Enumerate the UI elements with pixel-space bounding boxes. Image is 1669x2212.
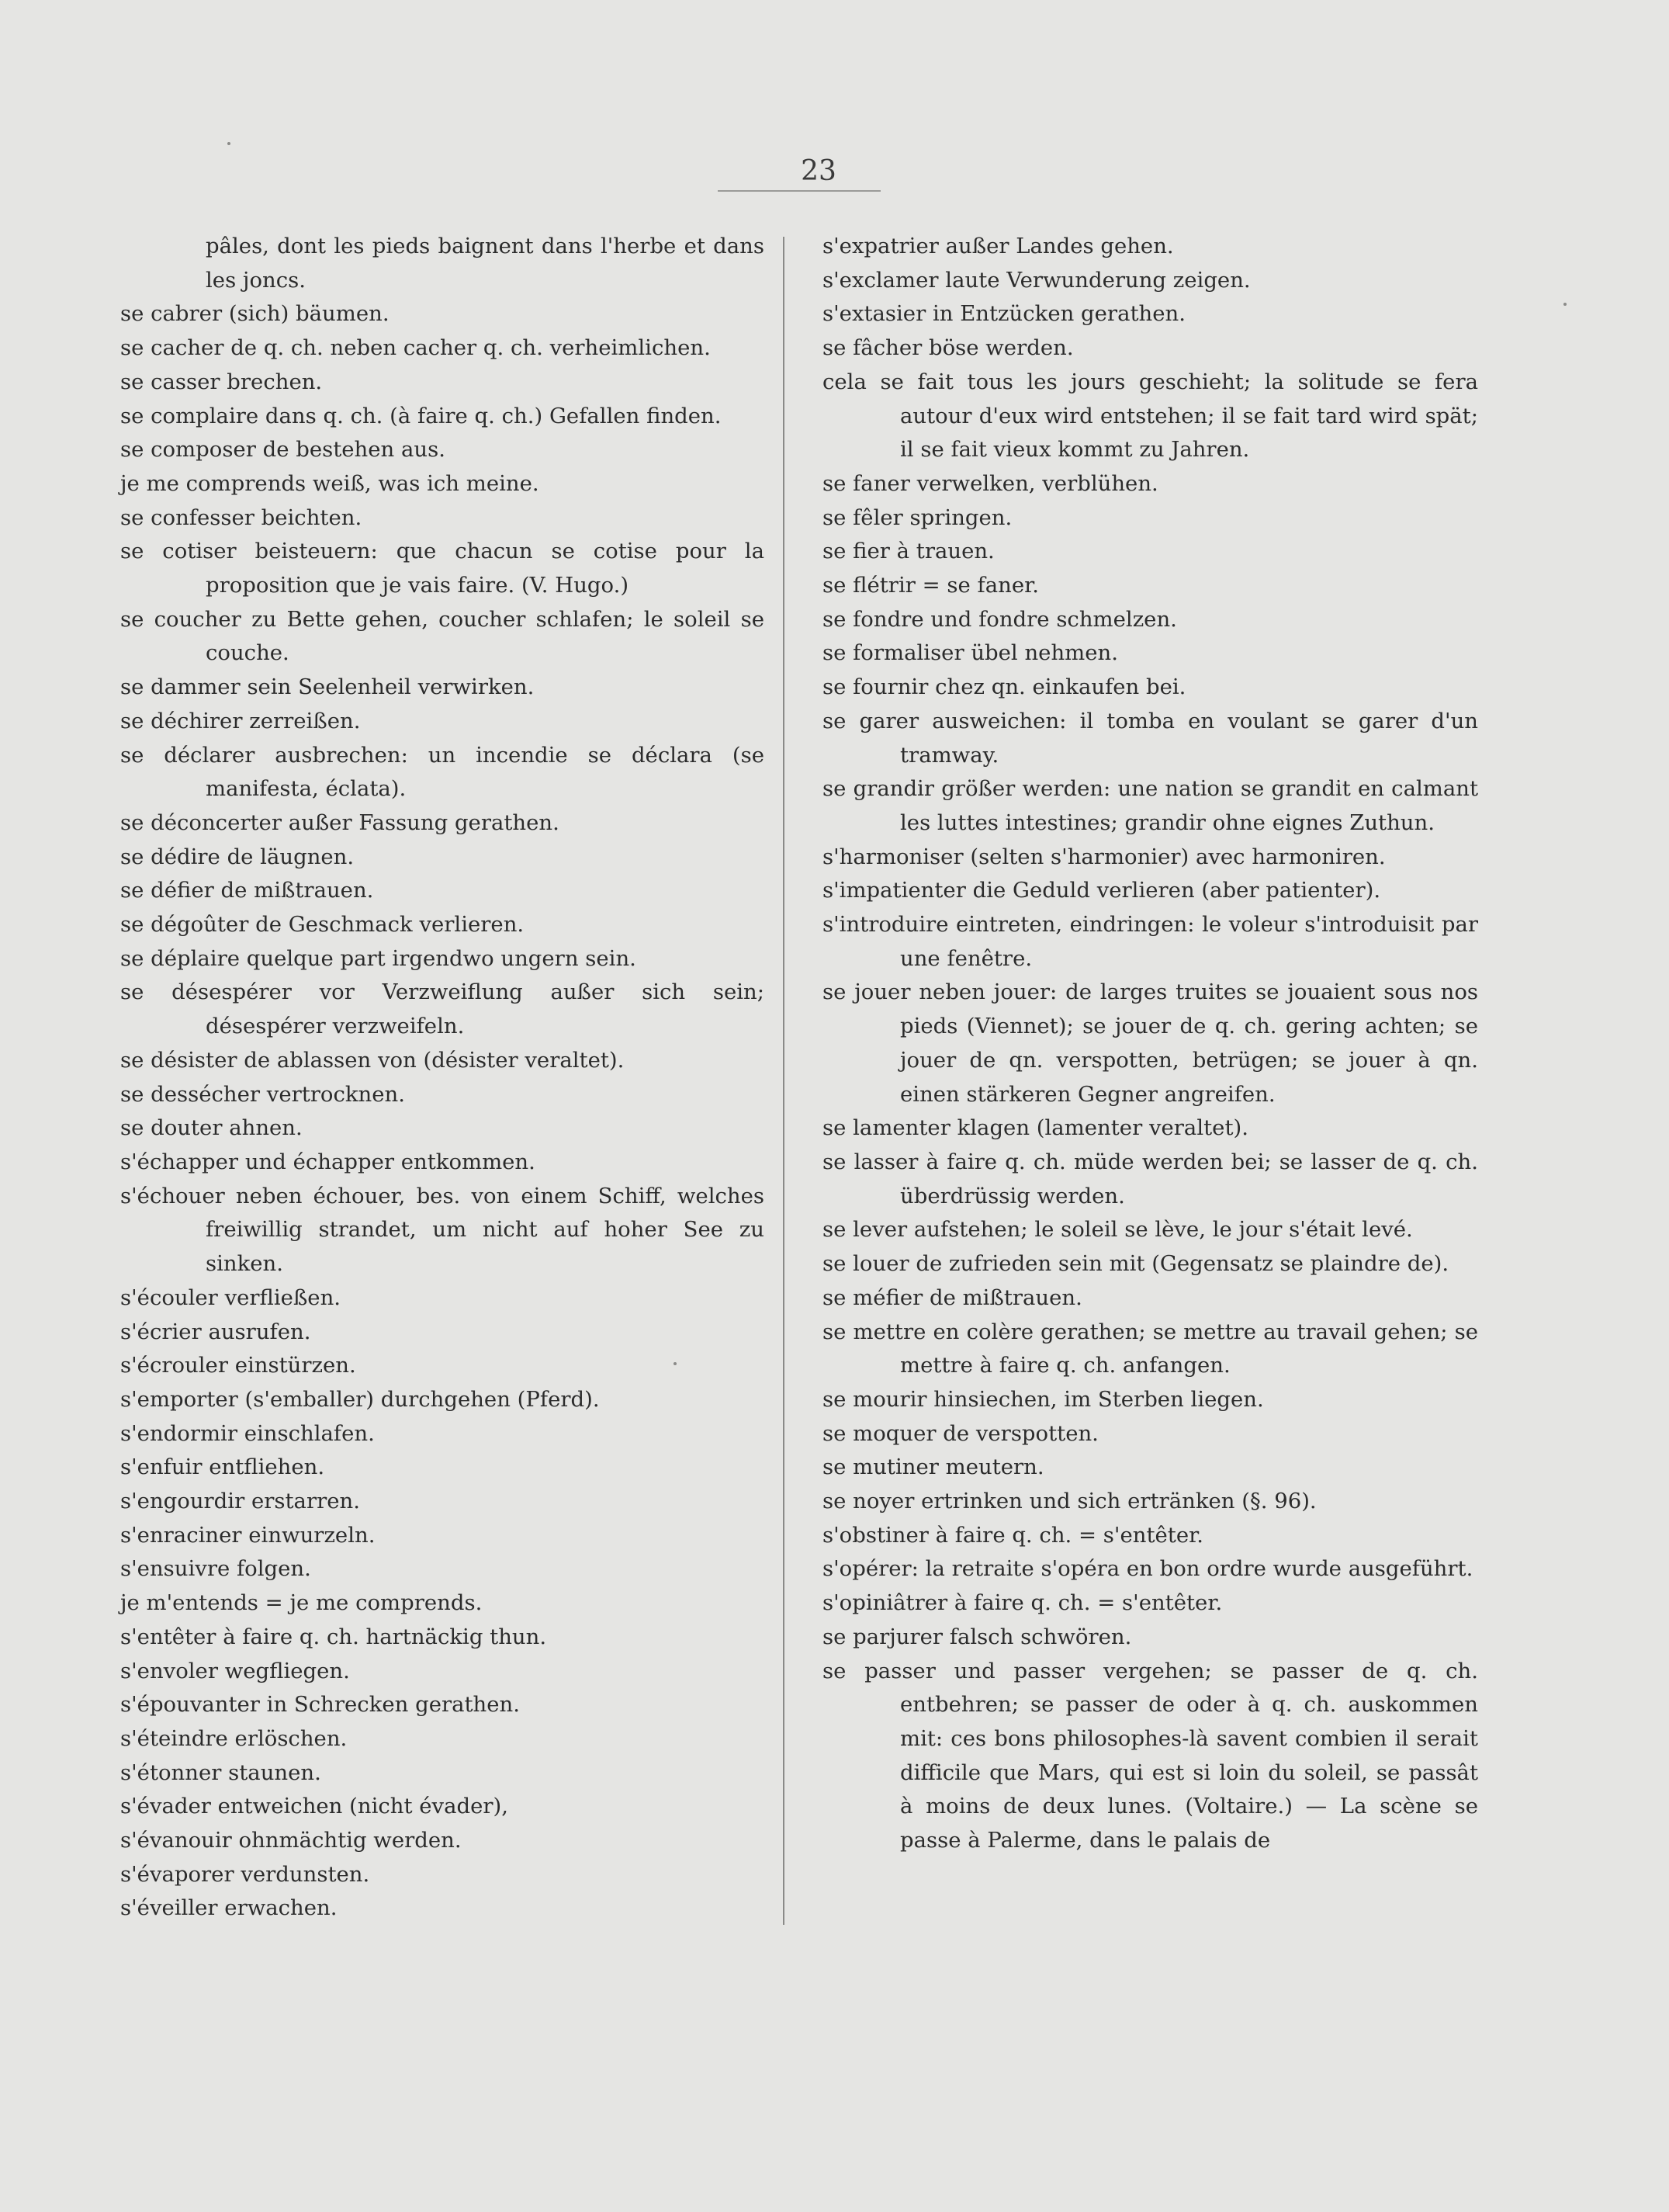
entry: se complaire dans q. ch. (à faire q. ch.) Gefallen finden. — [120, 403, 722, 428]
entry: je me comprends weiß, was ich meine. — [120, 470, 539, 496]
entry: s'enraciner einwurzeln. — [120, 1522, 376, 1548]
left-column — [120, 230, 764, 1926]
entry: s'harmoniser (selten s'harmonier) avec harmoniren. — [822, 844, 1386, 869]
entry: s'emporter (s'emballer) durchgehen (Pferd). — [120, 1386, 600, 1412]
entry: s'endormir einschlafen. — [120, 1420, 375, 1446]
page-number: 23 — [801, 155, 836, 187]
entry: se cotiser beisteuern: que chacun se cotise pour la proposition que je vais faire. (V. Hugo.) — [120, 539, 764, 598]
entry: se grandir größer werden: une nation se grandit en calmant les luttes intestines; grandir ohne eignes Zuthun. — [822, 776, 1478, 835]
entry: s'échouer neben échouer, bes. von einem Schiff, welches freiwillig strandet, um nicht auf hoher See zu sinken. — [120, 1183, 764, 1277]
entry: s'écrier ausrufen. — [120, 1319, 311, 1344]
paper-speck — [227, 142, 230, 145]
entry: s'opiniâtrer à faire q. ch. = s'entêter. — [822, 1590, 1223, 1616]
entry: se jouer neben jouer: de larges truites se jouaient sous nos pieds (Viennet); se jouer de q. ch. gering achten; se jouer de qn. verspotten, betrügen; se jouer à qn. einen stärkeren Gegner angreifen. — [822, 979, 1478, 1107]
entry: se faner verwelken, verblühen. — [822, 470, 1158, 496]
paper-speck — [1563, 303, 1567, 306]
entry: se déconcerter außer Fassung gerathen. — [120, 810, 559, 835]
entry: se passer und passer vergehen; se passer de q. ch. entbehren; se passer de oder à q. ch. auskommen mit: ces bons philosophes-là savent combien il serait difficile que Mars, qui est si loin du soleil, se passât à moins de deux lunes. (Voltaire.) — La scène se passe à Palerme, dans le palais de — [822, 1658, 1478, 1853]
entry: se cacher de q. ch. neben cacher q. ch. verheimlichen. — [120, 335, 711, 361]
entry: se parjurer falsch schwören. — [822, 1624, 1132, 1649]
entry: s'engourdir erstarren. — [120, 1489, 360, 1514]
entry: s'expatrier außer Landes gehen. — [822, 234, 1174, 258]
entry: se méfier de mißtrauen. — [822, 1285, 1082, 1310]
paper-speck — [673, 1362, 677, 1365]
entry: se dédire de läugnen. — [120, 844, 355, 869]
entry: s'écouler verfließen. — [120, 1285, 341, 1310]
entry: s'échapper und échapper entkommen. — [120, 1149, 535, 1174]
entry: se défier de mißtrauen. — [120, 878, 374, 903]
entry: se dégoûter de Geschmack verlieren. — [120, 912, 525, 938]
entry: se casser brechen. — [120, 369, 323, 394]
entry: s'éteindre erlöschen. — [120, 1725, 348, 1751]
entry: se louer de zufrieden sein mit (Gegensatz se plaindre de). — [822, 1251, 1449, 1277]
entry: se déplaire quelque part irgendwo ungern sein. — [120, 945, 636, 971]
entry: s'opérer: la retraite s'opéra en bon ordre wurde ausgeführt. — [822, 1556, 1473, 1582]
entry: se flétrir = se faner. — [822, 573, 1039, 598]
entry: se fier à trauen. — [822, 539, 995, 564]
entry: s'éveiller erwachen. — [120, 1895, 338, 1921]
entry: se dammer sein Seelenheil verwirken. — [120, 674, 535, 700]
entry: se lever aufstehen; le soleil se lève, le jour s'était levé. — [822, 1217, 1413, 1243]
entry: se dessécher vertrocknen. — [120, 1081, 405, 1107]
entry: se fâcher böse werden. — [822, 335, 1074, 361]
entry: se mutiner meutern. — [822, 1454, 1044, 1480]
entry: se fêler springen. — [822, 504, 1013, 530]
entry: je m'entends = je me comprends. — [120, 1590, 483, 1616]
entry: cela se fait tous les jours geschieht; la solitude se fera autour d'eux wird entstehen; il se fait tard wird spät; il se fait vieux kommt zu Jahren. — [822, 369, 1478, 463]
entry: se lamenter klagen (lamenter veraltet). — [822, 1115, 1248, 1141]
entry: se composer de bestehen aus. — [120, 437, 445, 463]
entry: s'écrouler einstürzen. — [120, 1353, 356, 1378]
entry: s'évaporer verdunsten. — [120, 1861, 370, 1887]
entry: s'épouvanter in Schrecken gerathen. — [120, 1692, 520, 1718]
entry: se mourir hinsiechen, im Sterben liegen. — [822, 1386, 1264, 1412]
entry: se moquer de verspotten. — [822, 1420, 1099, 1446]
entry: se déchirer zerreißen. — [120, 708, 361, 733]
entry: se fournir chez qn. einkaufen bei. — [822, 674, 1186, 700]
entry: s'exclamer laute Verwunderung zeigen. — [822, 267, 1251, 293]
entry: s'envoler wegfliegen. — [120, 1658, 350, 1683]
header-rule — [718, 190, 881, 192]
entry: se cabrer (sich) bäumen. — [120, 301, 390, 327]
entry: se lasser à faire q. ch. müde werden bei; se lasser de q. ch. überdrüssig werden. — [822, 1149, 1478, 1208]
entry: s'évader entweichen (nicht évader), — [120, 1794, 508, 1819]
entry: se douter ahnen. — [120, 1115, 303, 1141]
entry: s'introduire eintreten, eindringen: le voleur s'introduisit par une fenêtre. — [822, 912, 1478, 971]
entry: s'évanouir ohnmächtig werden. — [120, 1828, 462, 1853]
entry: s'ensuivre folgen. — [120, 1556, 311, 1582]
entry: s'impatienter die Geduld verlieren (aber patienter). — [822, 878, 1381, 903]
entry: se mettre en colère gerathen; se mettre au travail gehen; se mettre à faire q. ch. anfangen. — [822, 1319, 1478, 1378]
entry: s'enfuir entfliehen. — [120, 1454, 325, 1480]
column-divider — [783, 237, 784, 1925]
entry: se coucher zu Bette gehen, coucher schlafen; le soleil se couche. — [120, 606, 764, 666]
entry: s'entêter à faire q. ch. hartnäckig thun. — [120, 1624, 547, 1649]
entry: se noyer ertrinken und sich ertränken (§. 96). — [822, 1489, 1317, 1514]
entry: pâles, dont les pieds baignent dans l'herbe et dans les joncs. — [206, 234, 764, 293]
entry: se déclarer ausbrechen: un incendie se déclara (se manifesta, éclata). — [120, 742, 764, 802]
entry: s'obstiner à faire q. ch. = s'entêter. — [822, 1522, 1203, 1548]
entry: se fondre und fondre schmelzen. — [822, 606, 1177, 632]
entry: se désister de ablassen von (désister veraltet). — [120, 1047, 625, 1073]
entry: se formaliser übel nehmen. — [822, 640, 1118, 666]
entry: se confesser beichten. — [120, 504, 362, 530]
entry: s'étonner staunen. — [120, 1760, 321, 1785]
entry: se désespérer vor Verzweiflung außer sich sein; désespérer verzweifeln. — [120, 979, 764, 1039]
right-column — [822, 230, 1478, 1858]
entry: se garer ausweichen: il tomba en voulant se garer d'un tramway. — [822, 708, 1478, 768]
entry: s'extasier in Entzücken gerathen. — [822, 301, 1186, 327]
